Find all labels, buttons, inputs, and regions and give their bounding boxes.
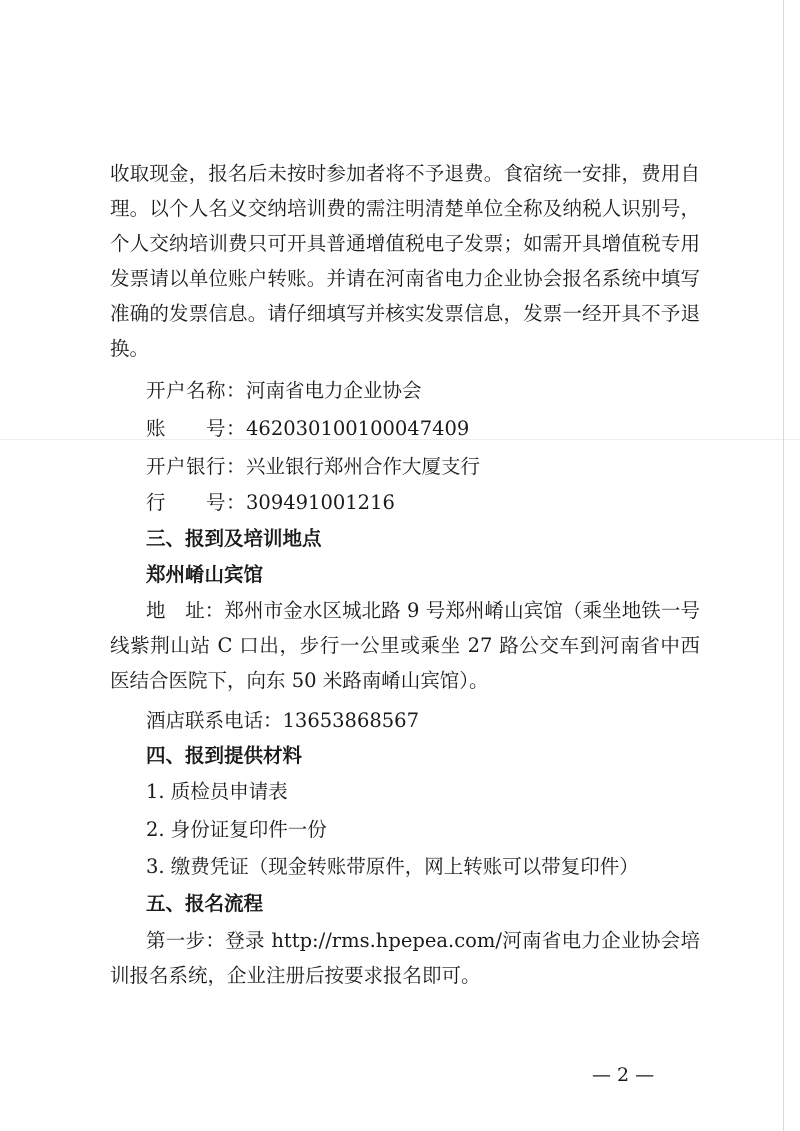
account-name-label: 开户名称： (146, 379, 247, 402)
hotel-phone-row (146, 703, 419, 738)
material-item: 2. 身份证复印件一份 (146, 818, 327, 841)
bank-code-label: 行 号： (146, 491, 247, 514)
section3-heading: 三、报到及培训地点 (146, 527, 322, 550)
venue-address-paragraph: 地 址：郑州市金水区城北路 9 号郑州崤山宾馆（乘坐地铁一号线紫荆山站 C 口出，步行一公里或乘坐 27 路公交车到河南省中西医结合医院下，向东 50 米路南崤山宾馆）。 (110, 599, 700, 692)
bank-code-value: 309491001216 (246, 491, 395, 514)
account-number-row (146, 411, 469, 446)
section5-heading: 五、报名流程 (146, 892, 264, 915)
venue-name: 郑州崤山宾馆 (146, 563, 264, 586)
account-name-row (146, 373, 422, 408)
bank-value: 兴业银行郑州合作大厦支行 (246, 455, 481, 478)
fee-policy-paragraph: 收取现金，报名后未按时参加者将不予退费。食宿统一安排，费用自理。以个人名义交纳培训费的需注明清楚单位全称及纳税人识别号，个人交纳培训费只可开具普通增值税电子发票；如需开具增值税专用发票请以单位账户转账。并请在河南省电力企业协会报名系统中填写准确的发票信息。请仔细填写并核实发票信息，发票一经开具不予退换。 (110, 162, 700, 360)
page-edge (783, 0, 784, 1131)
bank-row (146, 449, 480, 484)
account-number-value: 46203010010004740​9 (246, 417, 470, 440)
section4-heading: 四、报到提供材料 (146, 744, 303, 767)
bank-code-row (146, 485, 395, 520)
material-item: 1. 质检员申请表 (146, 780, 288, 803)
page-number: — 2 — (592, 1064, 655, 1086)
registration-step1-paragraph: 第一步：登录 http://rms.hpepea.com/河南省电力企业协会培训报名系统，企业注册后按要求报名即可。 (110, 929, 700, 987)
account-name-value: 河南省电力企业协会 (246, 379, 422, 402)
hotel-phone-label: 酒店联系电话： (146, 709, 283, 732)
bank-label: 开户银行： (146, 455, 247, 478)
hotel-phone-value: 13653868567 (282, 709, 419, 732)
account-number-label: 账 号： (146, 417, 247, 440)
material-item: 3. 缴费凭证（现金转账带原件，网上转账可以带复印件） (146, 855, 639, 878)
